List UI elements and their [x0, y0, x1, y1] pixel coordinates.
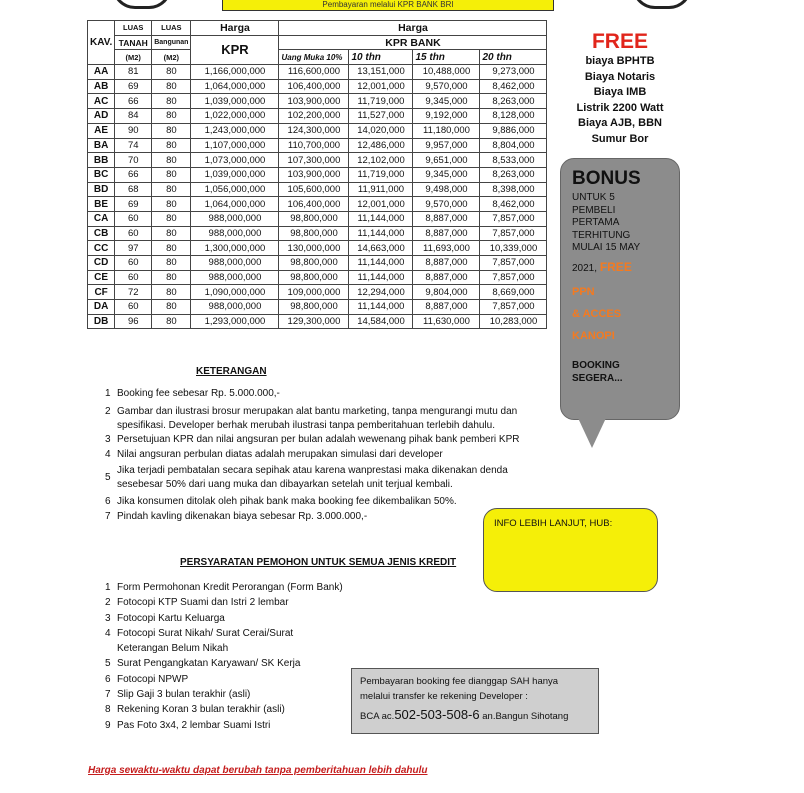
cell-luas-bangunan: 80 — [152, 65, 191, 80]
cell-kav: BA — [88, 138, 115, 153]
list-item: 3 Fotocopi Kartu Keluarga — [105, 612, 225, 624]
cell-luas-tanah: 66 — [115, 167, 152, 182]
free-benefits — [560, 30, 680, 147]
payment-account-line — [360, 707, 590, 724]
cell-20-thn: 7,857,000 — [480, 211, 547, 226]
cell-15-thn: 9,345,000 — [413, 94, 480, 109]
bonus-free-word: FREE — [599, 259, 632, 274]
cell-harga-kpr: 1,064,000,000 — [191, 79, 279, 94]
free-title: FREE — [591, 30, 648, 53]
free-item: Biaya IMB — [593, 86, 647, 98]
payment-line: Pembayaran booking fee dianggap SAH hanya — [360, 676, 559, 687]
bonus-year-line — [572, 261, 674, 276]
cell-harga-kpr: 1,073,000,000 — [191, 153, 279, 168]
persyaratan-list — [105, 580, 345, 733]
cell-15-thn: 9,570,000 — [413, 197, 480, 212]
cell-luas-bangunan: 80 — [152, 285, 191, 300]
cell-uang-muka: 105,600,000 — [279, 182, 349, 197]
cell-luas-bangunan: 80 — [152, 182, 191, 197]
bonus-title: BONUS — [572, 168, 641, 189]
table-row — [88, 167, 547, 182]
cell-10-thn: 11,144,000 — [349, 256, 413, 271]
cell-harga-kpr: 1,107,000,000 — [191, 138, 279, 153]
cell-luas-bangunan: 80 — [152, 167, 191, 182]
table-row — [88, 153, 547, 168]
cell-luas-bangunan: 80 — [152, 153, 191, 168]
cell-15-thn: 9,651,000 — [413, 153, 480, 168]
cell-10-thn: 11,719,000 — [349, 94, 413, 109]
header-kav: KAV. — [88, 21, 115, 65]
cell-20-thn: 8,398,000 — [480, 182, 547, 197]
cell-20-thn: 10,283,000 — [480, 314, 547, 329]
header-10-thn: 10 thn — [349, 50, 413, 65]
cell-luas-tanah: 97 — [115, 241, 152, 256]
persyaratan-title: PERSYARATAN PEMOHON UNTUK SEMUA JENIS KREDIT — [180, 557, 457, 568]
cell-luas-tanah: 69 — [115, 197, 152, 212]
cell-kav: AD — [88, 109, 115, 124]
cell-20-thn: 8,462,000 — [480, 79, 547, 94]
cell-harga-kpr: 1,039,000,000 — [191, 167, 279, 182]
list-item: 5 Jika terjadi pembatalan secara sepihak atau karena wanprestasi maka dikenakan denda sesebesar 50% dari uang muka dan dibayarkan setelah unit terjual kembali. — [105, 465, 508, 490]
header-luas-tanah-1: LUAS — [115, 21, 152, 36]
table-row — [88, 314, 547, 329]
cell-uang-muka: 102,200,000 — [279, 109, 349, 124]
bonus-cta: SEGERA... — [572, 373, 623, 384]
cell-uang-muka: 98,800,000 — [279, 256, 349, 271]
free-item: Listrik 2200 Watt — [576, 101, 664, 114]
list-item: 4 Nilai angsuran perbulan diatas adalah merupakan simulasi dari developer — [105, 449, 443, 460]
cell-harga-kpr: 1,293,000,000 — [191, 314, 279, 329]
cell-15-thn: 9,957,000 — [413, 138, 480, 153]
cell-10-thn: 11,144,000 — [349, 211, 413, 226]
info-contact-box: INFO LEBIH LANJUT, HUB: — [483, 508, 658, 592]
cell-15-thn: 8,887,000 — [413, 211, 480, 226]
cell-harga-kpr: 1,022,000,000 — [191, 109, 279, 124]
cell-20-thn: 8,263,000 — [480, 167, 547, 182]
table-row — [88, 138, 547, 153]
header-harga-kpr-1: Harga — [191, 21, 279, 36]
cell-kav: CE — [88, 270, 115, 285]
cell-uang-muka: 124,300,000 — [279, 123, 349, 138]
cell-luas-bangunan: 80 — [152, 197, 191, 212]
cell-uang-muka: 109,000,000 — [279, 285, 349, 300]
top-right-decoration — [632, 0, 692, 9]
cell-uang-muka: 103,900,000 — [279, 94, 349, 109]
keterangan-title: KETERANGAN — [196, 366, 267, 377]
cell-kav: AE — [88, 123, 115, 138]
bonus-cta: BOOKING — [572, 360, 620, 371]
cell-15-thn: 9,498,000 — [413, 182, 480, 197]
table-row — [88, 182, 547, 197]
cell-15-thn: 9,570,000 — [413, 79, 480, 94]
cell-harga-kpr: 988,000,000 — [191, 211, 279, 226]
top-banner: Pembayaran melalui KPR BANK BRI — [222, 0, 554, 11]
table-row — [88, 270, 547, 285]
list-item: 7 Pindah kavling dikenakan biaya sebesar Rp. 3.000.000,- — [105, 511, 368, 522]
free-item: Biaya AJB, BBN — [578, 117, 662, 129]
cell-kav: DB — [88, 314, 115, 329]
cell-harga-kpr: 1,166,000,000 — [191, 65, 279, 80]
cell-uang-muka: 107,300,000 — [279, 153, 349, 168]
cell-luas-tanah: 90 — [115, 123, 152, 138]
cell-luas-bangunan: 80 — [152, 94, 191, 109]
cell-luas-bangunan: 80 — [152, 314, 191, 329]
bonus-line: MULAI 15 MAY — [572, 242, 641, 253]
cell-10-thn: 14,020,000 — [349, 123, 413, 138]
cell-harga-kpr: 1,064,000,000 — [191, 197, 279, 212]
cell-uang-muka: 98,800,000 — [279, 226, 349, 241]
cell-uang-muka: 106,400,000 — [279, 197, 349, 212]
table-row — [88, 94, 547, 109]
table-row — [88, 65, 547, 80]
bonus-orange-line: PPN — [572, 286, 595, 298]
bonus-line: PEMBELI — [572, 204, 616, 216]
cell-kav: CA — [88, 211, 115, 226]
cell-20-thn: 9,273,000 — [480, 65, 547, 80]
header-15-thn: 15 thn — [413, 50, 480, 65]
cell-harga-kpr: 1,090,000,000 — [191, 285, 279, 300]
header-luas-tanah-2: TANAH — [115, 35, 152, 50]
header-harga-bank-1: Harga — [279, 21, 547, 36]
header-uang-muka: Uang Muka 10% — [279, 50, 349, 65]
header-luas-tanah-unit: (M2) — [115, 50, 152, 65]
header-20-thn: 20 thn — [480, 50, 547, 65]
cell-luas-tanah: 81 — [115, 65, 152, 80]
free-item: biaya BPHTB — [585, 55, 655, 67]
header-luas-bangunan-1: LUAS — [152, 21, 191, 36]
cell-10-thn: 11,719,000 — [349, 167, 413, 182]
cell-20-thn: 7,857,000 — [480, 226, 547, 241]
free-item: Sumur Bor — [591, 132, 649, 145]
cell-harga-kpr: 1,056,000,000 — [191, 182, 279, 197]
header-harga-bank-2: KPR BANK — [279, 35, 547, 50]
cell-15-thn: 8,887,000 — [413, 270, 480, 285]
cell-10-thn: 11,527,000 — [349, 109, 413, 124]
list-item: 1 Form Permohonan Kredit Perorangan (Form Bank) — [105, 582, 343, 593]
list-item: 4 Fotocopi Surat Nikah/ Surat Cerai/Surat Keterangan Belum Nikah — [105, 627, 294, 655]
cell-luas-bangunan: 80 — [152, 109, 191, 124]
cell-10-thn: 11,144,000 — [349, 300, 413, 315]
cell-luas-tanah: 70 — [115, 153, 152, 168]
cell-luas-bangunan: 80 — [152, 138, 191, 153]
cell-kav: CD — [88, 256, 115, 271]
cell-luas-tanah: 96 — [115, 314, 152, 329]
header-luas-bangunan-2: Bangunan — [152, 35, 191, 50]
cell-luas-bangunan: 80 — [152, 300, 191, 315]
cell-20-thn: 8,128,000 — [480, 109, 547, 124]
table-row — [88, 109, 547, 124]
cell-kav: CF — [88, 285, 115, 300]
top-left-decoration — [112, 0, 172, 9]
cell-kav: BC — [88, 167, 115, 182]
table-row — [88, 226, 547, 241]
list-item: 5 Surat Pengangkatan Karyawan/ SK Kerja — [105, 658, 301, 670]
table-row — [88, 241, 547, 256]
payment-info-box — [351, 668, 599, 734]
cell-10-thn: 12,001,000 — [349, 79, 413, 94]
cell-harga-kpr: 988,000,000 — [191, 300, 279, 315]
cell-10-thn: 12,102,000 — [349, 153, 413, 168]
cell-15-thn: 8,887,000 — [413, 300, 480, 315]
cell-uang-muka: 98,800,000 — [279, 211, 349, 226]
cell-10-thn: 12,001,000 — [349, 197, 413, 212]
cell-luas-bangunan: 80 — [152, 123, 191, 138]
cell-luas-tanah: 68 — [115, 182, 152, 197]
cell-harga-kpr: 1,243,000,000 — [191, 123, 279, 138]
cell-luas-tanah: 60 — [115, 300, 152, 315]
cell-10-thn: 11,144,000 — [349, 226, 413, 241]
cell-uang-muka: 130,000,000 — [279, 241, 349, 256]
cell-luas-bangunan: 80 — [152, 226, 191, 241]
bonus-line: TERHITUNG — [572, 229, 631, 241]
cell-10-thn: 14,584,000 — [349, 314, 413, 329]
cell-luas-tanah: 74 — [115, 138, 152, 153]
list-item: 8 Rekening Koran 3 bulan terakhir (asli) — [105, 704, 285, 716]
bonus-orange-line: KANOPI — [572, 330, 615, 342]
cell-15-thn: 9,192,000 — [413, 109, 480, 124]
cell-kav: AC — [88, 94, 115, 109]
price-table — [87, 20, 547, 329]
cell-luas-bangunan: 80 — [152, 211, 191, 226]
cell-10-thn: 11,144,000 — [349, 270, 413, 285]
table-row — [88, 300, 547, 315]
cell-20-thn: 7,857,000 — [480, 256, 547, 271]
cell-harga-kpr: 1,039,000,000 — [191, 94, 279, 109]
cell-20-thn: 7,857,000 — [480, 270, 547, 285]
cell-10-thn: 11,911,000 — [349, 182, 413, 197]
cell-uang-muka: 106,400,000 — [279, 79, 349, 94]
cell-15-thn: 9,345,000 — [413, 167, 480, 182]
bonus-content — [572, 168, 674, 385]
cell-kav: DA — [88, 300, 115, 315]
cell-15-thn: 9,804,000 — [413, 285, 480, 300]
cell-10-thn: 12,294,000 — [349, 285, 413, 300]
cell-uang-muka: 103,900,000 — [279, 167, 349, 182]
cell-20-thn: 9,886,000 — [480, 123, 547, 138]
header-harga-kpr-2: KPR — [191, 35, 279, 64]
cell-15-thn: 11,180,000 — [413, 123, 480, 138]
cell-20-thn: 8,533,000 — [480, 153, 547, 168]
cell-uang-muka: 129,300,000 — [279, 314, 349, 329]
list-item: 1 Booking fee sebesar Rp. 5.000.000,- — [105, 388, 280, 399]
cell-20-thn: 8,462,000 — [480, 197, 547, 212]
cell-luas-tanah: 84 — [115, 109, 152, 124]
cell-harga-kpr: 988,000,000 — [191, 270, 279, 285]
bonus-line: UNTUK 5 — [572, 192, 615, 203]
table-row — [88, 197, 547, 212]
cell-luas-tanah: 60 — [115, 256, 152, 271]
list-item: 7 Slip Gaji 3 bulan terakhir (asli) — [105, 689, 251, 701]
cell-kav: BB — [88, 153, 115, 168]
cell-luas-bangunan: 80 — [152, 79, 191, 94]
cell-luas-tanah: 60 — [115, 211, 152, 226]
cell-kav: BE — [88, 197, 115, 212]
cell-uang-muka: 98,800,000 — [279, 270, 349, 285]
cell-kav: AB — [88, 79, 115, 94]
payment-account-number: 502-503-508-6 — [394, 707, 480, 722]
cell-kav: CC — [88, 241, 115, 256]
footer-disclaimer: Harga sewaktu-waktu dapat berubah tanpa pemberitahuan lebih dahulu — [88, 765, 428, 776]
cell-10-thn: 12,486,000 — [349, 138, 413, 153]
cell-luas-tanah: 72 — [115, 285, 152, 300]
payment-account-name: an.Bangun Sihotang — [482, 711, 569, 722]
free-item: Biaya Notaris — [584, 70, 656, 83]
bonus-year: 2021, — [572, 262, 598, 274]
cell-20-thn: 10,339,000 — [480, 241, 547, 256]
cell-10-thn: 14,663,000 — [349, 241, 413, 256]
cell-20-thn: 8,804,000 — [480, 138, 547, 153]
cell-20-thn: 7,857,000 — [480, 300, 547, 315]
cell-kav: BD — [88, 182, 115, 197]
cell-15-thn: 8,887,000 — [413, 226, 480, 241]
list-item: 6 Fotocopi NPWP — [105, 673, 189, 685]
cell-kav: CB — [88, 226, 115, 241]
cell-luas-bangunan: 80 — [152, 256, 191, 271]
cell-kav: AA — [88, 65, 115, 80]
table-row — [88, 123, 547, 138]
payment-line: melalui transfer ke rekening Developer : — [360, 691, 528, 702]
cell-luas-tanah: 60 — [115, 226, 152, 241]
cell-harga-kpr: 988,000,000 — [191, 226, 279, 241]
list-item: 3 Persetujuan KPR dan nilai angsuran per bulan adalah wewenang pihak bank pemberi KPR — [105, 434, 520, 445]
table-row — [88, 79, 547, 94]
cell-luas-tanah: 60 — [115, 270, 152, 285]
payment-bank: BCA ac. — [360, 711, 395, 722]
header-luas-bangunan-unit: (M2) — [152, 50, 191, 65]
cell-20-thn: 8,669,000 — [480, 285, 547, 300]
keterangan-list — [105, 387, 555, 524]
list-item: 9 Pas Foto 3x4, 2 lembar Suami Istri — [105, 719, 271, 731]
bonus-orange-line: & ACCES — [572, 308, 622, 320]
table-row — [88, 256, 547, 271]
cell-luas-bangunan: 80 — [152, 270, 191, 285]
cell-uang-muka: 116,600,000 — [279, 65, 349, 80]
cell-15-thn: 11,693,000 — [413, 241, 480, 256]
cell-harga-kpr: 988,000,000 — [191, 256, 279, 271]
cell-uang-muka: 110,700,000 — [279, 138, 349, 153]
list-item: 2 Fotocopi KTP Suami dan Istri 2 lembar — [105, 597, 289, 609]
cell-10-thn: 13,151,000 — [349, 65, 413, 80]
bonus-bubble-tail — [578, 418, 606, 448]
cell-luas-bangunan: 80 — [152, 241, 191, 256]
cell-15-thn: 10,488,000 — [413, 65, 480, 80]
cell-harga-kpr: 1,300,000,000 — [191, 241, 279, 256]
table-row — [88, 211, 547, 226]
cell-15-thn: 8,887,000 — [413, 256, 480, 271]
cell-uang-muka: 98,800,000 — [279, 300, 349, 315]
list-item: 2 Gambar dan ilustrasi brosur merupakan alat bantu marketing, tanpa mengurangi mutu dan spesifikasi. Developer berhak merubah ilustrasi tanpa pemberitahuan terlebih dahulu. — [105, 406, 518, 431]
list-item: 6 Jika konsumen ditolak oleh pihak bank maka booking fee dikembalikan 50%. — [105, 496, 457, 507]
table-row — [88, 285, 547, 300]
bonus-line: PERTAMA — [572, 217, 620, 228]
cell-15-thn: 11,630,000 — [413, 314, 480, 329]
cell-20-thn: 8,263,000 — [480, 94, 547, 109]
cell-luas-tanah: 66 — [115, 94, 152, 109]
cell-luas-tanah: 69 — [115, 79, 152, 94]
